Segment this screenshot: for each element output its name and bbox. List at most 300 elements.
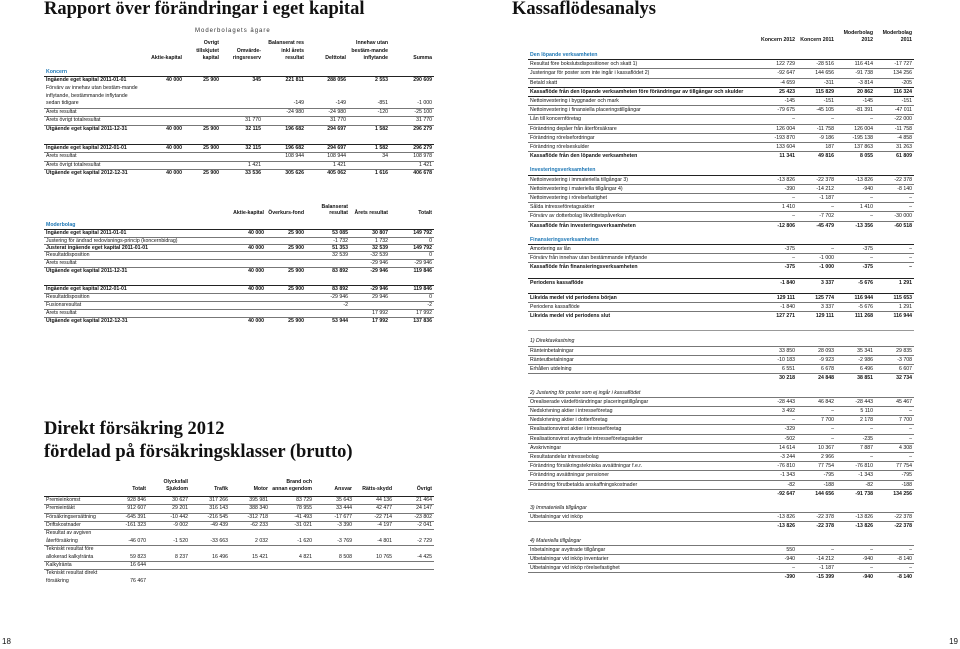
cashflow-column-header: Koncern 2012 <box>760 36 795 43</box>
cashflow-row-label: Erhållen utdelning <box>528 365 758 374</box>
cashflow-cell-value: -22 378 <box>875 522 914 531</box>
cashflow-table-row <box>528 425 914 434</box>
equity-koncern-table-row <box>44 144 434 153</box>
equity-koncern-column-header: Summa <box>413 55 432 62</box>
cashflow-cell-value: -81 391 <box>836 106 875 115</box>
cashflow-cell-value: 144 656 <box>797 69 836 78</box>
equity-moderbolag-cell-value: 17 992 <box>350 310 390 318</box>
direct-insurance-column-header: Ansvar <box>334 486 352 493</box>
cashflow-row-label: Förändring rörelseskulder <box>528 143 758 152</box>
equity-koncern-cell-value: 40 000 <box>144 144 184 153</box>
equity-koncern-cell-value: 1 582 <box>348 125 390 133</box>
equity-koncern-cell-value: 305 626 <box>263 170 306 178</box>
equity-moderbolag-cell-value <box>266 302 306 310</box>
direct-insurance-cell-value: -10 442 <box>148 513 190 521</box>
cashflow-cell-value: -2 986 <box>836 355 875 364</box>
cashflow-cell-value: – <box>797 245 836 254</box>
equity-koncern-table-row <box>44 134 434 145</box>
equity-moderbolag-cell-value: 137 836 <box>390 318 434 326</box>
cashflow-cell-value: 111 268 <box>836 312 875 321</box>
cashflow-table-row <box>528 175 914 184</box>
cashflow-cell-value: -188 <box>875 480 914 489</box>
cashflow-cell-value: – <box>758 194 797 203</box>
equity-moderbolag-table-row <box>44 318 434 326</box>
cashflow-cell-value: – <box>758 564 797 573</box>
cashflow-cell-value: – <box>758 254 797 263</box>
cashflow-cell-value <box>758 320 797 331</box>
cashflow-cell-value: 133 604 <box>758 143 797 152</box>
cashflow-cell-value: – <box>836 452 875 461</box>
cashflow-table-row <box>528 374 914 383</box>
page-number-right: 19 <box>949 637 958 646</box>
cashflow-cell-value: – <box>836 212 875 221</box>
direct-insurance-table-row <box>44 505 434 513</box>
cashflow-cell-value <box>875 498 914 513</box>
equity-moderbolag-cell-value: 25 900 <box>266 245 306 252</box>
equity-moderbolag-cell-value: 149 792 <box>390 245 434 252</box>
equity-moderbolag-cell-value: 32 539 <box>306 252 350 260</box>
cashflow-cell-value: 134 256 <box>875 489 914 498</box>
equity-moderbolag-table-row <box>44 252 434 260</box>
cashflow-table-row <box>528 230 914 245</box>
cashflow-row-label: Realisationsvinst avyttrade intresseföretagsaktier <box>528 434 758 443</box>
direct-insurance-column-header: Trafik <box>214 486 228 493</box>
equity-moderbolag-cell-value: 0 <box>390 238 434 245</box>
direct-insurance-table-row <box>44 562 434 570</box>
cashflow-cell-value: 33 850 <box>758 346 797 355</box>
equity-koncern-cell-value <box>221 153 263 162</box>
cashflow-row-label: Resultatandelar intressebolag <box>528 452 758 461</box>
cashflow-cell-value: -13 826 <box>836 522 875 531</box>
cashflow-cell-value: -4 659 <box>758 78 797 87</box>
cashflow-cell-value: -3 708 <box>875 355 914 364</box>
equity-moderbolag-section-label: Moderbolag <box>46 222 76 228</box>
cashflow-table-row <box>528 416 914 425</box>
direct-insurance-title-line2: fördelad på försäkringsklasser (brutto) <box>44 442 353 462</box>
equity-moderbolag-header-row <box>44 204 434 218</box>
equity-moderbolag-row-label: Justering för ändrad redovisnings-princip (koncernbidrag) <box>44 238 226 245</box>
direct-insurance-column-header <box>44 479 110 496</box>
equity-koncern-cell-value: 25 900 <box>184 125 221 133</box>
cashflow-cell-value: 126 004 <box>836 124 875 133</box>
cashflow-cell-value: -60 518 <box>875 221 914 230</box>
cashflow-cell-value: -9 923 <box>797 355 836 364</box>
cashflow-cell-value: -7 702 <box>797 212 836 221</box>
equity-moderbolag-grid <box>44 204 434 325</box>
equity-koncern-cell-value <box>348 134 390 145</box>
equity-koncern-cell-value: 34 <box>348 153 390 162</box>
cashflow-table-row <box>528 573 914 582</box>
direct-insurance-table-row <box>44 570 434 585</box>
equity-moderbolag-cell-value <box>350 275 390 286</box>
cashflow-cell-value: -390 <box>758 184 797 193</box>
cashflow-cell-value: 61 809 <box>875 152 914 161</box>
direct-insurance-row-label: Premieinkomst <box>44 496 110 504</box>
equity-moderbolag-cell-value <box>226 302 266 310</box>
cashflow-cell-value: -92 647 <box>758 69 797 78</box>
cashflow-cell-value: -193 870 <box>758 133 797 142</box>
cashflow-cell-value: – <box>875 564 914 573</box>
equity-moderbolag-table-row <box>44 294 434 302</box>
direct-insurance-cell-value: -161 323 <box>110 522 148 530</box>
cashflow-cell-value: 129 111 <box>758 293 797 302</box>
equity-koncern-cell-value <box>221 85 263 108</box>
direct-insurance-cell-value: -62 233 <box>230 522 270 530</box>
equity-moderbolag-table-row <box>44 245 434 252</box>
equity-koncern-row-label: Utgående eget kapital 2011-12-31 <box>44 125 144 133</box>
equity-koncern-table-row <box>44 108 434 117</box>
direct-insurance-cell-value: 16 644 <box>110 562 148 570</box>
cashflow-cell-value <box>836 230 875 245</box>
equity-koncern-cell-value: 288 056 <box>306 77 348 85</box>
direct-insurance-cell-value: 33 444 <box>314 505 354 513</box>
cashflow-cell-value: -1 187 <box>797 564 836 573</box>
cashflow-table-row <box>528 346 914 355</box>
cashflow-row-label: Utbetalningar vid inköp <box>528 513 758 522</box>
equity-moderbolag-column-header <box>44 204 226 218</box>
equity-koncern-table-row <box>44 170 434 178</box>
equity-koncern-cell-value <box>263 134 306 145</box>
equity-moderbolag-cell-value: -29 946 <box>390 260 434 268</box>
cashflow-cell-value: -11 758 <box>797 124 836 133</box>
direct-insurance-cell-value: 59 823 <box>110 546 148 562</box>
cashflow-cell-value <box>758 45 797 60</box>
cashflow-table-row <box>528 331 914 346</box>
cashflow-row-label: Amortering av lån <box>528 245 758 254</box>
cashflow-cell-value: -76 810 <box>836 462 875 471</box>
direct-insurance-cell-value: -49 439 <box>190 522 230 530</box>
direct-insurance-cell-value: -9 002 <box>148 522 190 530</box>
equity-koncern-row-label: Årets övrigt totalresultat <box>44 161 144 170</box>
direct-insurance-cell-value <box>394 570 434 585</box>
cashflow-table-row <box>528 254 914 263</box>
equity-moderbolag-cell-value: 53 085 <box>306 230 350 238</box>
cashflow-cell-value: 25 423 <box>758 87 797 96</box>
equity-moderbolag-cell-value <box>226 238 266 245</box>
equity-moderbolag-cell-value <box>266 260 306 268</box>
equity-koncern-cell-value: 1 421 <box>306 161 348 170</box>
equity-koncern-cell-value: 31 770 <box>390 117 434 126</box>
cashflow-cell-value: -311 <box>797 78 836 87</box>
cashflow-cell-value <box>797 498 836 513</box>
cashflow-cell-value: -375 <box>758 263 797 272</box>
equity-koncern-cell-value: -1 000 <box>417 100 432 107</box>
equity-moderbolag-cell-value: 40 000 <box>226 245 266 252</box>
cashflow-cell-value: -82 <box>836 480 875 489</box>
cashflow-cell-value: -375 <box>836 263 875 272</box>
cashflow-row-label: Inbetalningar avyttrade tillgångar <box>528 545 758 554</box>
cashflow-cell-value: – <box>836 115 875 124</box>
equity-moderbolag-cell-value <box>350 302 390 310</box>
equity-koncern-row-label <box>44 134 144 145</box>
equity-koncern-cell-value: 294 697 <box>306 144 348 153</box>
cashflow-cell-value: 129 111 <box>797 312 836 321</box>
direct-insurance-cell-value <box>148 570 190 585</box>
equity-koncern-cell-value <box>306 134 348 145</box>
cashflow-table-row <box>528 45 914 60</box>
cashflow-cell-value: -14 212 <box>797 184 836 193</box>
cashflow-table-row <box>528 462 914 471</box>
cashflow-row-label: 3) Immateriella tillgångar <box>530 504 587 511</box>
cashflow-row-label: Den löpande verksamheten <box>530 52 598 58</box>
equity-koncern-cell-value <box>221 108 263 117</box>
equity-koncern-cell-value: 2 553 <box>348 77 390 85</box>
cashflow-row-label: Resultat före bokslutsdispositioner och skatt 1) <box>528 60 758 69</box>
equity-moderbolag-table-row <box>44 238 434 245</box>
equity-moderbolag-cell-value: -29 946 <box>306 294 350 302</box>
cashflow-cell-value: -375 <box>836 245 875 254</box>
cashflow-cell-value: -91 738 <box>836 69 875 78</box>
cashflow-table-row <box>528 133 914 142</box>
cashflow-row-label: Lån till koncernföretag <box>528 115 758 124</box>
cashflow-cell-value: 1 291 <box>875 278 914 287</box>
cashflow-cell-value: 77 754 <box>797 462 836 471</box>
cashflow-cell-value: 134 256 <box>875 69 914 78</box>
cashflow-cell-value: -1 840 <box>758 303 797 312</box>
equity-koncern-cell-value: 31 770 <box>306 117 348 126</box>
direct-insurance-row-label: Tekniskt resultat före allokerad kalkylränta <box>44 546 110 562</box>
cashflow-table-row <box>528 531 914 546</box>
equity-moderbolag-cell-value: 25 900 <box>266 286 306 294</box>
cashflow-cell-value: -12 806 <box>758 221 797 230</box>
cashflow-cell-value: -22 378 <box>875 513 914 522</box>
cashflow-row-label <box>528 489 758 498</box>
direct-insurance-cell-value <box>270 562 314 570</box>
equity-koncern-row-label: Ingående eget kapital 2011-01-01 <box>44 77 144 85</box>
equity-koncern-cell-value <box>144 134 184 145</box>
equity-koncern-row-label: Årets resultat <box>44 153 144 162</box>
equity-koncern-cell-value <box>144 85 184 108</box>
equity-koncern-cell-value: 296 279 <box>390 144 434 153</box>
direct-insurance-cell-value: 78 955 <box>270 505 314 513</box>
cashflow-cell-value <box>875 230 914 245</box>
equity-moderbolag-cell-value: 25 900 <box>266 268 306 276</box>
page-number-left: 18 <box>2 637 11 646</box>
cashflow-table-row <box>528 320 914 331</box>
cashflow-cell-value: -8 140 <box>875 184 914 193</box>
cashflow-cell-value: -390 <box>758 573 797 582</box>
equity-moderbolag-table-row <box>44 302 434 310</box>
cashflow-cell-value: – <box>836 425 875 434</box>
cashflow-cell-value: -22 378 <box>797 513 836 522</box>
equity-koncern-cell-value: 196 682 <box>263 125 306 133</box>
cashflow-cell-value: 550 <box>758 545 797 554</box>
cashflow-cell-value: -188 <box>797 480 836 489</box>
equity-koncern-cell-value: 294 697 <box>306 125 348 133</box>
cashflow-table-row <box>528 97 914 106</box>
cashflow-cell-value: – <box>875 254 914 263</box>
cashflow-table-row <box>528 115 914 124</box>
cashflow-cell-value: 5 110 <box>836 406 875 415</box>
cashflow-row-label: Kassaflöde från finansieringsverksamheten <box>528 263 758 272</box>
cashflow-cell-value <box>875 383 914 398</box>
equity-koncern-grid <box>44 40 434 178</box>
direct-insurance-cell-value: 8 508 <box>314 546 354 562</box>
equity-koncern-table-row <box>44 161 434 170</box>
equity-koncern-cell-value: 40 000 <box>144 125 184 133</box>
cashflow-cell-value <box>797 320 836 331</box>
equity-koncern-cell-value: 1 582 <box>348 144 390 153</box>
cashflow-cell-value: -1 000 <box>797 263 836 272</box>
direct-insurance-cell-value: -23 802 <box>394 513 434 521</box>
equity-koncern-cell-value: 108 944 <box>306 153 348 162</box>
direct-insurance-cell-value <box>270 570 314 585</box>
cashflow-table-row <box>528 293 914 302</box>
equity-koncern-cell-value: -120 <box>348 108 390 117</box>
cashflow-table-row <box>528 545 914 554</box>
cashflow-cell-value: 115 829 <box>797 87 836 96</box>
cashflow-table-row <box>528 434 914 443</box>
direct-insurance-cell-value: 388 340 <box>230 505 270 513</box>
direct-insurance-cell-value: -17 677 <box>314 513 354 521</box>
cashflow-row-label: 4) Materiella tillgångar <box>530 537 582 544</box>
cashflow-table-row <box>528 471 914 480</box>
equity-koncern-cell-value <box>263 161 306 170</box>
equity-koncern-cell-value: -149 <box>293 100 304 107</box>
cashflow-cell-value: 11 341 <box>758 152 797 161</box>
equity-moderbolag-cell-value: -2 <box>390 302 434 310</box>
equity-moderbolag-section-row <box>44 218 434 230</box>
direct-insurance-cell-value: 10 765 <box>354 546 394 562</box>
cashflow-row-label: Nettoinvestering i finansiella placeringstillgångar <box>528 106 758 115</box>
cashflow-table-row <box>528 383 914 398</box>
direct-insurance-column-header: Övrigt <box>416 486 432 493</box>
cashflow-cell-value <box>758 531 797 546</box>
equity-moderbolag-cell-value <box>226 294 266 302</box>
cashflow-cell-value: -28 516 <box>797 60 836 69</box>
cashflow-table-row <box>528 489 914 498</box>
equity-koncern-cell-value: -25 100 <box>390 108 434 117</box>
direct-insurance-cell-value: 928 846 <box>110 496 148 504</box>
equity-koncern-cell-value: 196 682 <box>263 144 306 153</box>
equity-koncern-cell-value: -851 <box>377 100 388 107</box>
cashflow-cell-value: -940 <box>836 554 875 563</box>
cashflow-table-row <box>528 160 914 175</box>
cashflow-cell-value: 31 263 <box>875 143 914 152</box>
cashflow-cell-value: – <box>758 115 797 124</box>
direct-insurance-cell-value: -2 041 <box>394 522 434 530</box>
equity-moderbolag-table-row <box>44 268 434 276</box>
cashflow-cell-value: 3 492 <box>758 406 797 415</box>
cashflow-cell-value: – <box>797 406 836 415</box>
cashflow-cell-value: 77 754 <box>875 462 914 471</box>
cashflow-cell-value: -1 840 <box>758 278 797 287</box>
cashflow-row-label: Periodens kassaflöde <box>528 303 758 312</box>
direct-insurance-row-label: Premieintäkt <box>44 505 110 513</box>
equity-koncern-table-row <box>44 153 434 162</box>
cashflow-cell-value: 127 271 <box>758 312 797 321</box>
equity-moderbolag-table-row <box>44 286 434 294</box>
cashflow-cell-value: 116 324 <box>875 87 914 96</box>
equity-koncern-cell-value <box>144 153 184 162</box>
equity-koncern-table-row <box>44 125 434 133</box>
direct-insurance-cell-value: -4 425 <box>394 546 434 562</box>
equity-moderbolag-cell-value: 32 539 <box>350 245 390 252</box>
cashflow-cell-value: – <box>875 203 914 212</box>
cashflow-row-label: Förvärv från innehav utan bestämmande inflytande <box>528 254 758 263</box>
cashflow-table-row <box>528 263 914 272</box>
cashflow-table-row <box>528 203 914 212</box>
equity-koncern-cell-value: 108 944 <box>263 153 306 162</box>
cashflow-cell-value: 6 678 <box>797 365 836 374</box>
direct-insurance-cell-value <box>354 570 394 585</box>
cashflow-table-row <box>528 564 914 573</box>
equity-moderbolag-cell-value <box>306 310 350 318</box>
cashflow-column-header: Koncern 2011 <box>800 36 834 43</box>
direct-insurance-table-row <box>44 530 434 546</box>
equity-koncern-cell-value <box>144 108 184 117</box>
direct-insurance-cell-value: 8 237 <box>148 546 190 562</box>
equity-moderbolag-cell-value: 30 807 <box>350 230 390 238</box>
cashflow-cell-value: -14 212 <box>797 554 836 563</box>
equity-moderbolag-cell-value: 17 992 <box>350 318 390 326</box>
equity-koncern-cell-value: -24 980 <box>306 108 348 117</box>
cashflow-cell-value: 7 700 <box>875 416 914 425</box>
cashflow-row-label: Investeringsverksamheten <box>530 167 596 174</box>
cashflow-cell-value: -940 <box>758 554 797 563</box>
cashflow-cell-value <box>875 531 914 546</box>
direct-insurance-cell-value: -216 545 <box>190 513 230 521</box>
cashflow-cell-value: – <box>758 212 797 221</box>
cashflow-cell-value: 46 842 <box>797 397 836 406</box>
equity-koncern-cell-value <box>184 117 221 126</box>
equity-koncern-column-header: Övrigt tillskjutet kapital <box>196 40 219 62</box>
moderbolag-owners-header: Moderbolagets ägare <box>195 28 271 34</box>
cashflow-table-row <box>528 78 914 87</box>
cashflow-row-label: Förändring depåer från återförsäkrare <box>528 124 758 133</box>
cashflow-cell-value: 3 337 <box>797 303 836 312</box>
cashflow-row-label: Nettoinvestering i materiella tillgångar 4) <box>528 184 758 193</box>
equity-moderbolag-column-header: Överkurs-fond <box>268 210 304 216</box>
cashflow-cell-value: -1 343 <box>836 471 875 480</box>
direct-insurance-cell-value <box>230 562 270 570</box>
cashflow-row-label: Nettoinvestering i immateriella tillgångar 3) <box>528 175 758 184</box>
equity-moderbolag-cell-value <box>266 252 306 260</box>
cashflow-cell-value: – <box>836 194 875 203</box>
cashflow-cell-value: 14 614 <box>758 443 797 452</box>
equity-moderbolag-table-row <box>44 230 434 238</box>
equity-koncern-cell-value: 405 062 <box>306 170 348 178</box>
cashflow-cell-value <box>875 320 914 331</box>
equity-moderbolag-column-header: Aktie-kapital <box>233 210 264 216</box>
cashflow-cell-value: -28 443 <box>758 397 797 406</box>
cashflow-cell-value: -940 <box>836 573 875 582</box>
equity-koncern-cell-value <box>263 117 306 126</box>
equity-koncern-cell-value: 40 000 <box>144 77 184 85</box>
cashflow-row-label: Nedskrivning aktier i intresseföretag <box>528 406 758 415</box>
direct-insurance-cell-value: 395 981 <box>230 496 270 504</box>
cashflow-cell-value: – <box>797 434 836 443</box>
cashflow-cell-value: 30 218 <box>758 374 797 383</box>
cashflow-cell-value: -13 826 <box>836 175 875 184</box>
cashflow-cell-value: 32 734 <box>875 374 914 383</box>
equity-koncern-cell-value <box>144 161 184 170</box>
cashflow-cell-value <box>875 331 914 346</box>
direct-insurance-cell-value: -22 714 <box>354 513 394 521</box>
direct-insurance-row-label: Driftskostnader <box>44 522 110 530</box>
equity-moderbolag-row-label: Fusionsresultat <box>44 302 226 310</box>
direct-insurance-cell-value: 42 477 <box>354 505 394 513</box>
cashflow-cell-value <box>758 383 797 398</box>
equity-koncern-cell-value <box>184 161 221 170</box>
cashflow-cell-value: – <box>875 406 914 415</box>
equity-moderbolag-column-header: Totalt <box>418 210 432 216</box>
left-page-title: Rapport över förändringar i eget kapital <box>44 0 365 19</box>
cashflow-table-row <box>528 513 914 522</box>
cashflow-table-row <box>528 184 914 193</box>
equity-koncern-cell-value: 31 770 <box>221 117 263 126</box>
cashflow-table-row <box>528 355 914 364</box>
